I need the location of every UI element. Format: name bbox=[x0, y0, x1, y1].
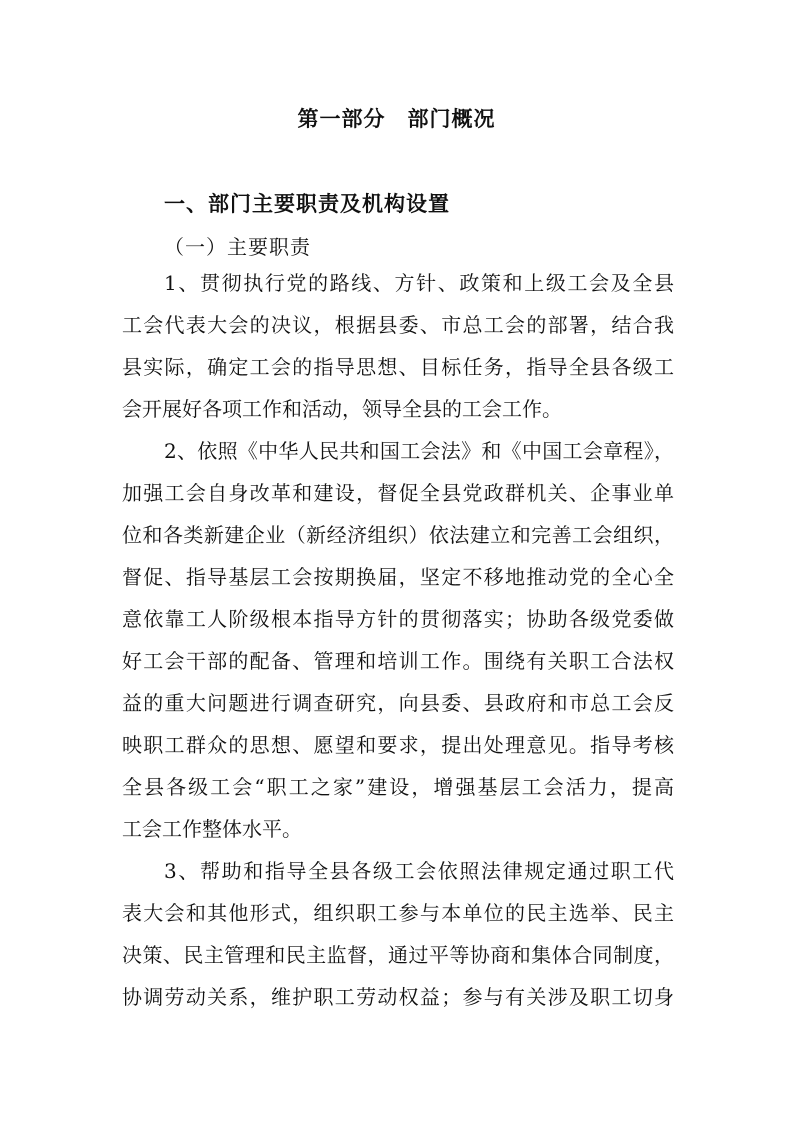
paragraph2-line: 督促、指导基层工会按期换届，坚定不移地推动党的全心全 bbox=[122, 565, 674, 589]
paragraph1-line: 1、贯彻执行党的路线、方针、政策和上级工会及全县 bbox=[164, 271, 674, 295]
subsection-heading: （一）主要职责 bbox=[164, 235, 311, 259]
paragraph3-line: 3、帮助和指导全县各级工会依照法律规定通过职工代 bbox=[164, 859, 674, 883]
paragraph2-line: 位和各类新建企业（新经济组织）依法建立和完善工会组织， bbox=[122, 523, 674, 547]
paragraph1-line: 会开展好各项工作和活动，领导全县的工会工作。 bbox=[122, 397, 562, 421]
paragraph2-line: 益的重大问题进行调查研究，向县委、县政府和市总工会反 bbox=[122, 691, 674, 715]
page-title: 第一部分 部门概况 bbox=[297, 107, 496, 131]
paragraph2-line: 工会工作整体水平。 bbox=[122, 817, 302, 841]
paragraph2-line: 2、依照《中华人民共和国工会法》和《中国工会章程》， bbox=[164, 439, 674, 463]
paragraph2-line: 全县各级工会“职工之家”建设，增强基层工会活力，提高 bbox=[122, 775, 674, 799]
paragraph1-line: 工会代表大会的决议，根据县委、市总工会的部署，结合我 bbox=[122, 313, 674, 337]
paragraph1-line: 县实际，确定工会的指导思想、目标任务，指导全县各级工 bbox=[122, 355, 674, 379]
paragraph2-line: 好工会干部的配备、管理和培训工作。围绕有关职工合法权 bbox=[122, 649, 674, 673]
paragraph2-line: 意依靠工人阶级根本指导方针的贯彻落实；协助各级党委做 bbox=[122, 607, 674, 631]
paragraph3-line: 决策、民主管理和民主监督，通过平等协商和集体合同制度， bbox=[122, 943, 674, 967]
paragraph2-line: 加强工会自身改革和建设，督促全县党政群机关、企事业单 bbox=[122, 481, 674, 505]
paragraph3-line: 表大会和其他形式，组织职工参与本单位的民主选举、民主 bbox=[122, 901, 674, 925]
paragraph3-line: 协调劳动关系，维护职工劳动权益；参与有关涉及职工切身 bbox=[122, 985, 674, 1009]
paragraph2-line: 映职工群众的思想、愿望和要求，提出处理意见。指导考核 bbox=[122, 733, 674, 757]
section-heading: 一、部门主要职责及机构设置 bbox=[164, 192, 450, 216]
